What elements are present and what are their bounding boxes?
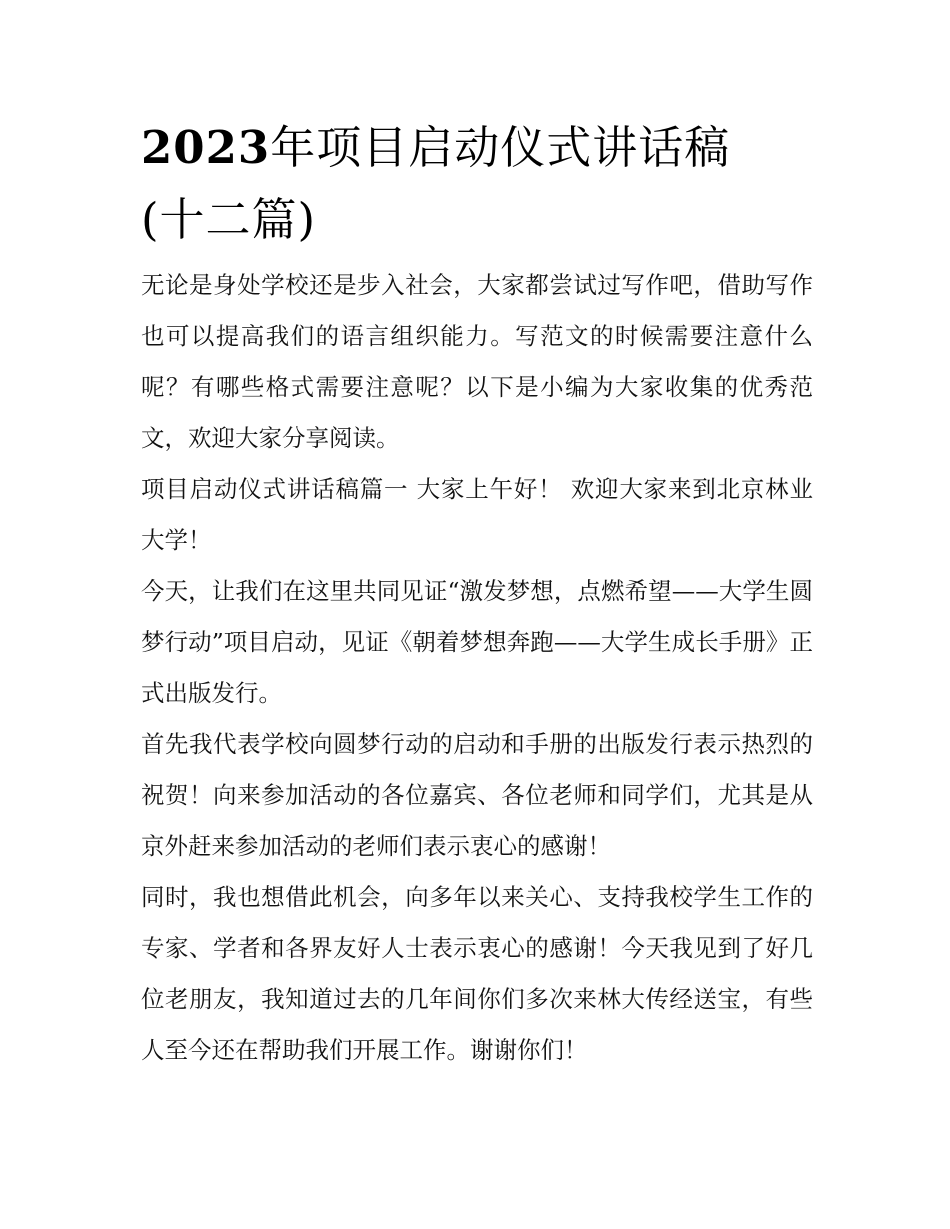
- paragraph-thanks: 同时，我也想借此机会，向多年以来关心、支持我校学生工作的专家、学者和各界友好人士表示衷心的感谢！今天我见到了好几位老朋友，我知道过去的几年间你们多次来林大传经送宝，有些人至今还在帮助我们开展工作。谢谢你们！: [141, 883, 813, 1064]
- paragraph-intro: 无论是身处学校还是步入社会，大家都尝试过写作吧，借助写作也可以提高我们的语言组织能力。写范文的时候需要注意什么呢？有哪些格式需要注意呢？以下是小编为大家收集的优秀范文，欢迎大家分享阅读。: [141, 271, 813, 452]
- title-text: 年项目启动仪式讲话稿: [270, 121, 731, 174]
- paragraph-greeting: 项目启动仪式讲话稿篇一 大家上午好！ 欢迎大家来到北京林业大学！: [141, 475, 813, 554]
- paragraph-congratulation: 首先我代表学校向圆梦行动的启动和手册的出版发行表示热烈的祝贺！向来参加活动的各位嘉宾、各位老师和同学们，尤其是从京外赶来参加活动的老师们表示衷心的感谢！: [141, 730, 813, 860]
- paragraph-witness: 今天，让我们在这里共同见证“激发梦想，点燃希望——大学生圆梦行动”项目启动，见证《朝着梦想奔跑——大学生成长手册》正式出版发行。: [141, 577, 813, 707]
- document-title: [141, 112, 813, 256]
- title-subtitle: (十二篇): [141, 193, 317, 246]
- title-year: 2023: [141, 121, 271, 174]
- document-body: [141, 112, 813, 1076]
